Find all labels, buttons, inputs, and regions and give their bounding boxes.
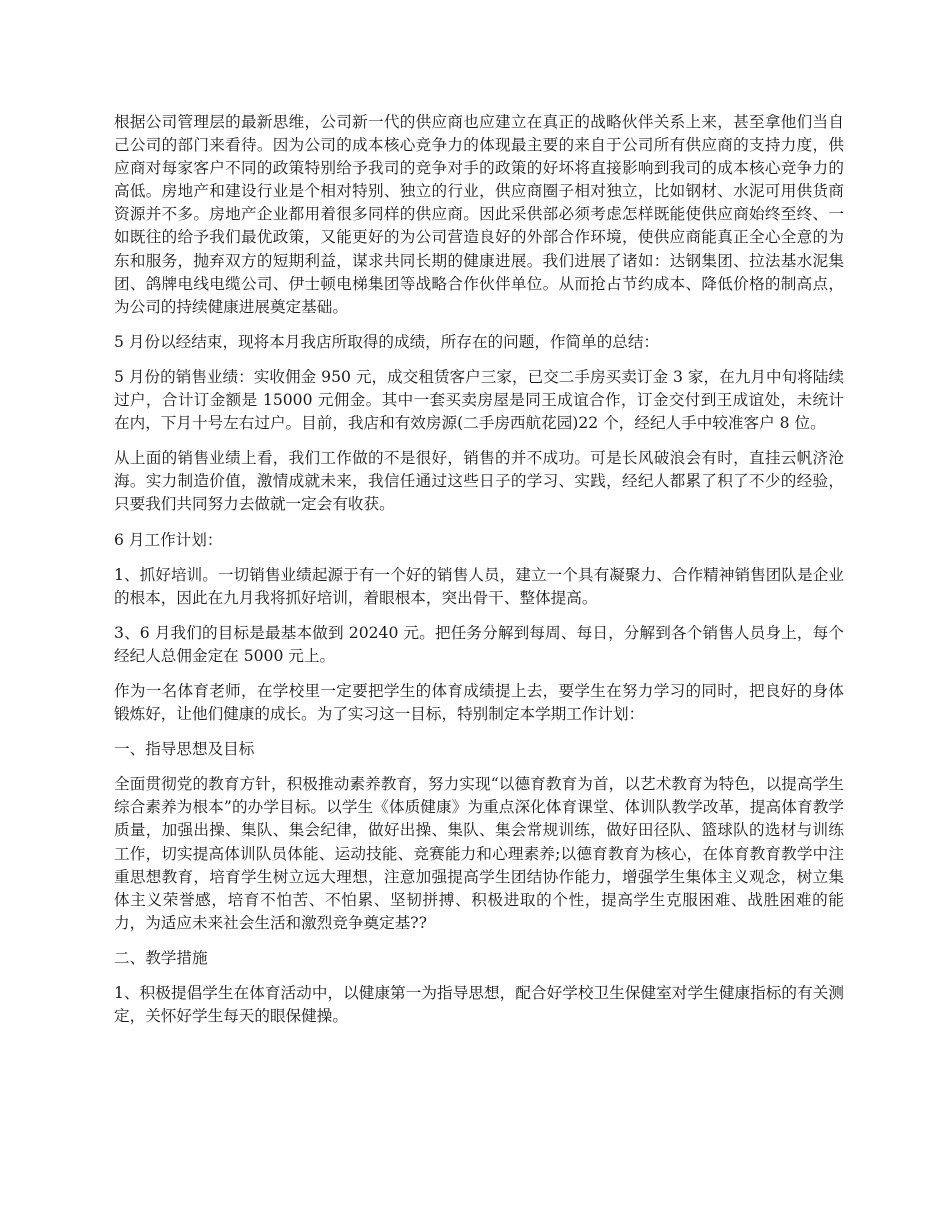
paragraph-sales-reflection: 从上面的销售业绩上看，我们工作做的不是很好，销售的并不成功。可是长风破浪会有时，直挂云帆济沧海。实力制造价值，激情成就未来，我信任通过这些日子的学习、实践，经纪人都累了积了不少的经验，只要我们共同努力去做就一定会有收获。 [114,449,844,514]
paragraph-may-summary-intro: 5 月份以经结束，现将本月我店所取得的成绩，所存在的问题，作简单的总结： [114,332,660,351]
paragraph-teaching-measure-1: 1、积极提倡学生在体育活动中，以健康第一为指导思想，配合好学校卫生保健室对学生健康指标的有关测定，关怀好学生每天的眼保健操。 [114,984,844,1026]
paragraph-june-target: 3、6 月我们的目标是最基本做到 20240 元。把任务分解到每周、每日，分解到各个销售人员身上，每个经纪人总佣金定在 5000 元上。 [114,623,844,665]
paragraph-may-sales: 5 月份的销售业绩：实收佣金 950 元，成交租赁客户三家，已交二手房买卖订金 3 家，在九月中旬将陆续过户，合计订金额是 15000 元佣金。其中一套买卖房屋是同王成谊合作，订金交付到王成谊处，未统计在内，下月十号左右过户。目前，我店和有效房源(二手房西航花园)22 个，经纪人手中较准客户 8 位。 [114,367,844,433]
heading-june-plan: 6 月工作计划： [114,530,223,549]
heading-teaching-measures: 二、教学措施 [114,948,208,967]
paragraph-training: 1、抓好培训。一切销售业绩起源于有一个好的销售人员，建立一个具有凝聚力、合作精神销售团队是企业的根本，因此在九月我将抓好培训，着眼根本，突出骨干、整体提高。 [114,565,844,607]
paragraph-guiding-ideology: 全面贯彻党的教育方针，积极推动素养教育，努力实现“以德育教育为首，以艺术教育为特色，以提高学生综合素养为根本”的办学目标。以学生《体质健康》为重点深化体育课堂、体训队教学改革，提高体育教学质量，加强出操、集队、集会纪律，做好出操、集队、集会常规训练，做好田径队、篮球队的选材与训练工作，切实提高体训队员体能、运动技能、竞赛能力和心理素养;以德育教育为核心，在体育教育教学中注重思想教育，培育学生树立远大理想，注意加强提高学生团结协作能力，增强学生集体主义观念，树立集体主义荣誉感，培育不怕苦、不怕累、坚韧拼搏、积极进取的个性，提高学生克服困难、战胜困难的能力，为适应未来社会生活和激烈竞争奠定基?? [114,775,844,932]
paragraph-supplier-strategy: 根据公司管理层的最新思维，公司新一代的供应商也应建立在真正的战略伙伴关系上来，甚至拿他们当自己公司的部门来看待。因为公司的成本核心竞争力的体现最主要的来自于公司所有供应商的支持力度，供应商对每家客户不同的政策特别给予我司的竞争对手的政策的好坏将直接影响到我司的成本核心竞争力的高低。房地产和建设行业是个相对特别、独立的行业，供应商圈子相对独立，比如钢材、水泥可用供货商资源并不多。房地产企业都用着很多同样的供应商。因此采供部必须考虑怎样既能使供应商始终至终、一如既往的给予我们最优政策，又能更好的为公司营造良好的外部合作环境，使供应商能真正全心全意的为东和服务，抛弃双方的短期利益，谋求共同长期的健康进展。我们进展了诸如：达钢集团、拉法基水泥集团、鸽牌电线电缆公司、伊士顿电梯集团等战略合作伙伴单位。从而抢占节约成本、降低价格的制高点，为公司的持续健康进展奠定基础。 [114,113,844,316]
heading-guiding-ideology: 一、指导思想及目标 [114,740,255,759]
paragraph-pe-intro: 作为一名体育老师，在学校里一定要把学生的体育成绩提上去，要学生在努力学习的同时，把良好的身体锻炼好，让他们健康的成长。为了实习这一目标，特别制定本学期工作计划： [114,681,844,724]
document-page [114,111,844,1040]
